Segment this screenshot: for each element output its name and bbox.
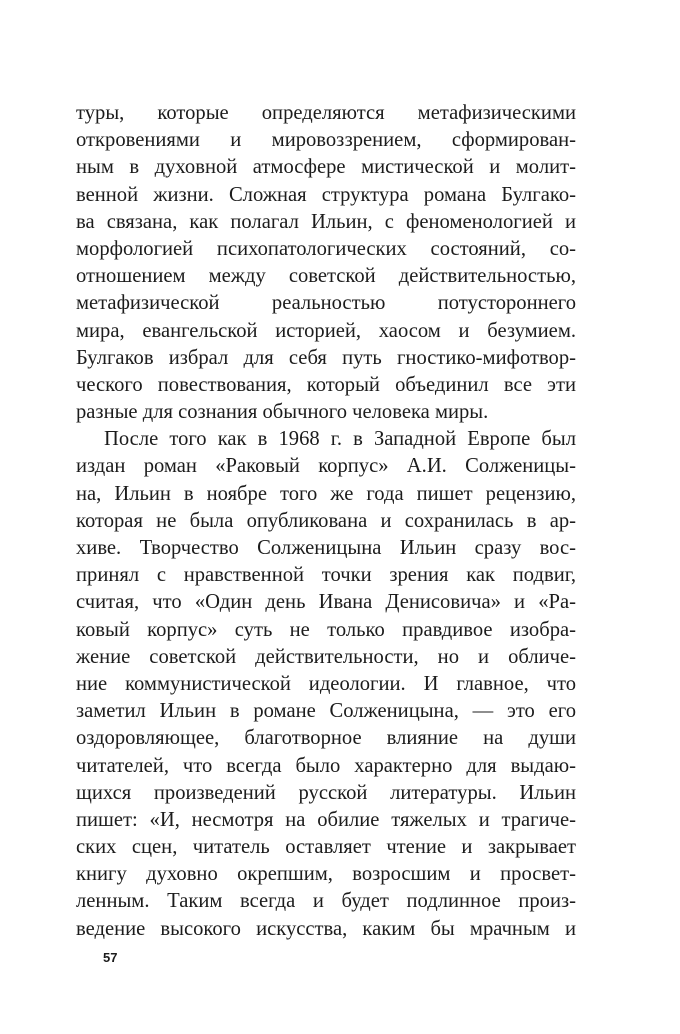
text-line: которая не была опубликована и сохранилась в ар- — [76, 509, 576, 532]
text-line: ным в духовной атмосфере мистической и молит- — [76, 156, 576, 179]
text-line: считая, что «Один день Ивана Денисовича» и «Ра- — [76, 591, 576, 614]
paragraph — [76, 100, 576, 426]
text-line: ских сцен, читатель оставляет чтение и закрывает — [76, 836, 576, 859]
body-text — [76, 100, 576, 943]
text-line: оздоровляющее, благотворное влияние на души — [76, 727, 576, 750]
text-line: ческого повествования, который объединил все эти — [76, 373, 576, 396]
text-line: ва связана, как полагал Ильин, с феноменологией и — [76, 210, 576, 233]
text-line: хиве. Творчество Солженицына Ильин сразу вос- — [76, 537, 576, 559]
text-line: ковый корпус» суть не только правдивое изобра- — [76, 618, 576, 641]
text-line: читателей, что всегда было характерно для выдаю- — [76, 754, 576, 777]
text-line: принял с нравственной точки зрения как подвиг, — [76, 564, 576, 587]
text-line: откровениями и мировоззрением, сформирован- — [76, 129, 576, 152]
text-line: ние коммунистической идеологии. И главное, что — [76, 672, 576, 695]
text-line: разные для сознания обычного человека миры. — [76, 401, 489, 424]
text-line: морфологией психопатологических состояний, со- — [76, 237, 576, 260]
text-line: венной жизни. Сложная структура романа Булгако- — [76, 183, 576, 206]
text-line: жение советской действительности, но и обличе- — [76, 645, 576, 668]
text-line: издан роман «Раковый корпус» А.И. Солженицы- — [76, 455, 576, 478]
text-line: После того как в 1968 г. в Западной Европе был — [104, 428, 576, 451]
text-line: книгу духовно окрепшим, возросшим и просвет- — [76, 863, 576, 886]
paragraph — [76, 426, 576, 943]
text-line: на, Ильин в ноябре того же года пишет рецензию, — [76, 482, 576, 505]
text-line: туры, которые определяются метафизическими — [76, 102, 576, 124]
text-line: щихся произведений русской литературы. Ильин — [76, 781, 576, 804]
text-line: Булгаков избрал для себя путь гностико-мифотвор- — [76, 346, 576, 369]
text-line: мира, евангельской историей, хаосом и безумием. — [76, 319, 576, 342]
text-line: метафизической реальностью потустороннего — [76, 292, 576, 315]
text-line: ленным. Таким всегда и будет подлинное произ- — [76, 890, 576, 913]
text-line: отношением между советской действительностью, — [76, 265, 576, 288]
page-number: 57 — [103, 950, 118, 965]
text-line: пишет: «И, несмотря на обилие тяжелых и трагиче- — [76, 808, 576, 831]
text-line: заметил Ильин в романе Солженицына, — это его — [76, 700, 576, 723]
text-line: ведение высокого искусства, каким бы мрачным и — [76, 917, 576, 940]
